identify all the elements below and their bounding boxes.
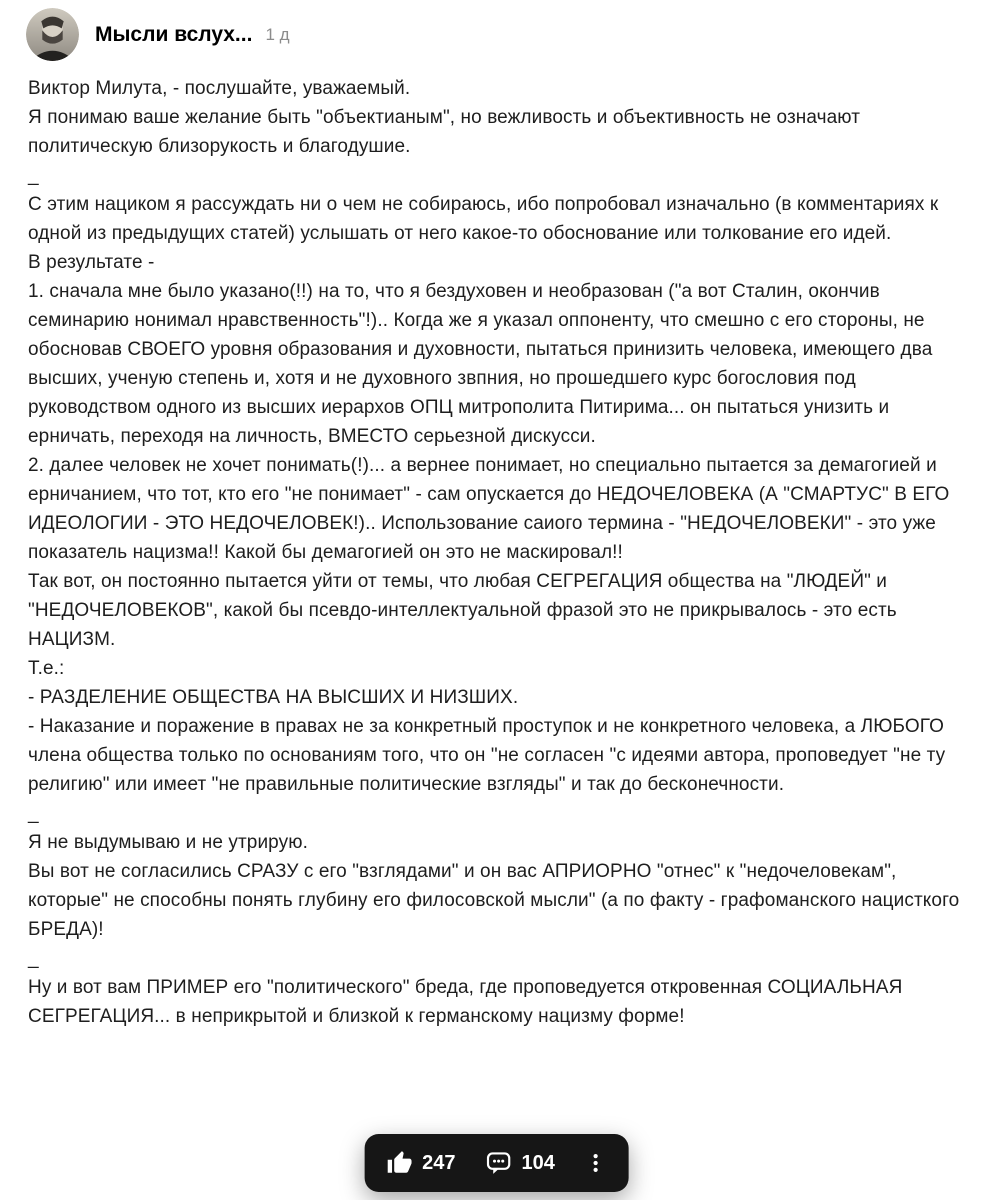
paragraph-separator: _ (28, 948, 39, 969)
post-paragraph: Ну и вот вам ПРИМЕР его "политического" бреда, где проповедуется откровенная СОЦИАЛЬНАЯ СЕГРЕГАЦИЯ... в неприкрытой и близкой к германскому нацизму форме! (28, 977, 903, 1027)
post-paragraph: Я не выдумываю и не утрирую. (28, 832, 308, 853)
post-paragraph: Так вот, он постоянно пытается уйти от темы, что любая СЕГРЕГАЦИЯ общества на "ЛЮДЕЙ" и "НЕДОЧЕЛОВЕКОВ", какой бы псевдо-интеллектуальной фразой это не прикрывалось - это есть НАЦИЗМ. (28, 571, 897, 650)
post-timestamp: 1 д (265, 24, 290, 44)
comments-button[interactable] (486, 1150, 555, 1176)
action-bar (364, 1134, 629, 1192)
paragraph-separator: _ (28, 803, 39, 824)
post-paragraph: 2. далее человек не хочет понимать(!)... а вернее понимает, но специально пытается за демагогией и ерничанием, что тот, кто его "не понимает" - сам опускается до НЕДОЧЕЛОВЕКА (А "СМАРТУС" В ЕГО ИДЕОЛОГИИ - ЭТО НЕДОЧЕЛОВЕК!).. Использование саиого термина - "НЕДОЧЕЛОВЕКИ" - это уже показатель нацизма!! Какой бы демагогией он это не маскировал!! (28, 455, 950, 563)
post-paragraph: Виктор Милута, - послушайте, уважаемый. (28, 78, 411, 99)
channel-name[interactable]: Мысли вслух... (95, 22, 253, 46)
post-paragraph: - Наказание и поражение в правах не за конкретный проступок и не конкретного человека, а ЛЮБОГО члена общества только по основаниям того, что он "не согласен "с идеями автора, проповедует "не ту религию" или имеет "не правильные политические взгляды" и так до бесконечности. (28, 716, 946, 795)
like-count: 247 (422, 1151, 456, 1174)
more-options-button[interactable] (585, 1150, 607, 1176)
paragraph-separator: _ (28, 165, 39, 186)
kebab-menu-icon (585, 1150, 607, 1176)
comments-count: 104 (521, 1151, 555, 1174)
post-header (0, 0, 993, 65)
post-paragraph: Я понимаю ваше желание быть "объектианым", но вежливость и объективность не означают политическую близорукость и благодушие. (28, 107, 861, 157)
post-body (0, 65, 993, 1031)
post-paragraph: 1. сначала мне было указано(!!) на то, что я бездуховен и необразован ("а вот Сталин, окончив семинарию нонимал нравственность"!).. Когда же я указал оппоненту, что смешно с его стороны, не обосновав СВОЕГО уровня образования и духовности, пытаться принизить человека, имеющего два высших, ученую степень и, хотя и не духовного звпния, но прошедшего курс богословия под руководством одного из высших иерархов ОПЦ митрополита Питирима... он пытаться унизить и ерничать, переходя на личность, ВМЕСТО серьезной дискусси. (28, 281, 933, 447)
post-paragraph: Вы вот не согласились СРАЗУ с его "взглядами" и он вас АПРИОРНО "отнес" к "недочеловекам", которые" не способны понять глубину его филосовской мысли" (а по факту - графоманского нацисткого БРЕДА)! (28, 861, 960, 940)
channel-avatar[interactable] (26, 8, 79, 61)
comment-bubble-icon (486, 1150, 512, 1176)
post-paragraph: С этим нациком я рассуждать ни о чем не собираюсь, ибо попробовал изначально (в комментариях к одной из предыдущих статей) услышать от него какое-то обоснование или толкование его идей. (28, 194, 939, 244)
like-button[interactable] (386, 1150, 455, 1176)
thumb-up-icon (386, 1150, 412, 1176)
post-paragraph: - РАЗДЕЛЕНИЕ ОБЩЕСТВА НА ВЫСШИХ И НИЗШИХ. (28, 687, 519, 708)
avatar-portrait-image (26, 8, 79, 61)
post-paragraph: Т.е.: (28, 658, 65, 679)
post-paragraph: В результате - (28, 252, 155, 273)
